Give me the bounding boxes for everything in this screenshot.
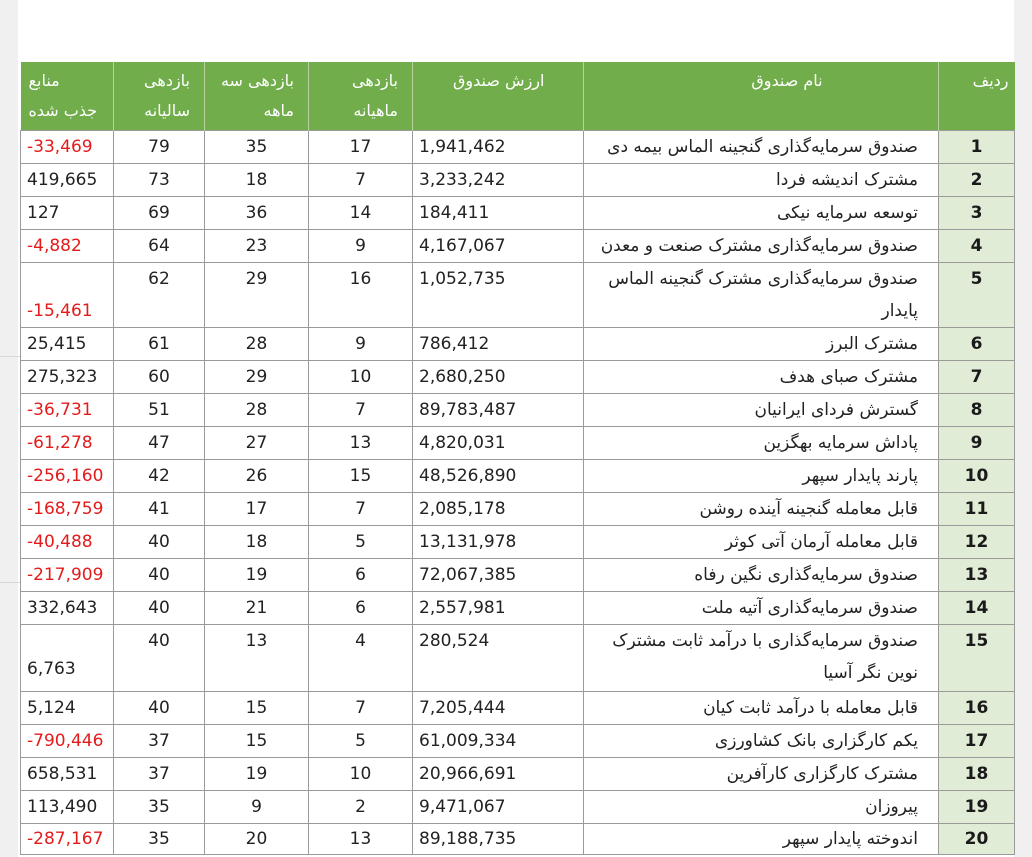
monthly-return-cell: 6	[309, 592, 413, 625]
rank-cell: 5	[939, 263, 1015, 328]
fund-value-cell: 89,188,735	[413, 824, 584, 855]
table-row	[21, 625, 1015, 692]
fund-name-cell: صندوق سرمایه‌گذاری آتیه ملت	[584, 592, 939, 625]
fund-value-cell: 2,680,250	[413, 361, 584, 394]
monthly-return-cell: 9	[309, 230, 413, 263]
table-row	[21, 427, 1015, 460]
table-row	[21, 164, 1015, 197]
monthly-return-cell: 7	[309, 692, 413, 725]
rank-cell: 6	[939, 328, 1015, 361]
fund-value-cell: 1,941,462	[413, 131, 584, 164]
annual-return-cell: 69	[114, 197, 205, 230]
monthly-return-cell: 6	[309, 559, 413, 592]
fund-value-cell: 20,966,691	[413, 758, 584, 791]
attracted-funds-cell: -4,882	[21, 230, 114, 263]
monthly-return-cell: 10	[309, 361, 413, 394]
fund-name-cell: قابل معامله با درآمد ثابت کیان	[584, 692, 939, 725]
table-header-row	[21, 62, 1015, 131]
fund-value-cell: 61,009,334	[413, 725, 584, 758]
table-row	[21, 263, 1015, 328]
three-month-return-cell: 19	[205, 758, 309, 791]
attracted-funds-cell: -33,469	[21, 131, 114, 164]
three-month-return-cell: 17	[205, 493, 309, 526]
table-row	[21, 394, 1015, 427]
three-month-return-cell: 28	[205, 394, 309, 427]
attracted-funds-cell: 419,665	[21, 164, 114, 197]
table-row	[21, 758, 1015, 791]
three-month-return-cell: 18	[205, 526, 309, 559]
attracted-funds-cell: 6,763	[21, 625, 114, 692]
header-annual-return: بازدهی سالیانه	[114, 62, 205, 131]
fund-name-cell: پاداش سرمایه بهگزین	[584, 427, 939, 460]
rank-cell: 19	[939, 791, 1015, 824]
fund-value-cell: 4,820,031	[413, 427, 584, 460]
table-row	[21, 692, 1015, 725]
annual-return-cell: 35	[114, 824, 205, 855]
three-month-return-cell: 21	[205, 592, 309, 625]
attracted-funds-cell: -40,488	[21, 526, 114, 559]
table-row	[21, 460, 1015, 493]
fund-value-cell: 89,783,487	[413, 394, 584, 427]
rank-cell: 9	[939, 427, 1015, 460]
rank-cell: 3	[939, 197, 1015, 230]
fund-value-cell: 9,471,067	[413, 791, 584, 824]
attracted-funds-cell: 658,531	[21, 758, 114, 791]
fund-value-cell: 13,131,978	[413, 526, 584, 559]
annual-return-cell: 62	[114, 263, 205, 328]
fund-value-cell: 2,085,178	[413, 493, 584, 526]
rank-cell: 10	[939, 460, 1015, 493]
three-month-return-cell: 27	[205, 427, 309, 460]
fund-value-cell: 4,167,067	[413, 230, 584, 263]
table-row	[21, 197, 1015, 230]
attracted-funds-cell: 25,415	[21, 328, 114, 361]
monthly-return-cell: 15	[309, 460, 413, 493]
attracted-funds-cell: 5,124	[21, 692, 114, 725]
table-row	[21, 230, 1015, 263]
annual-return-cell: 37	[114, 758, 205, 791]
annual-return-cell: 41	[114, 493, 205, 526]
rank-cell: 11	[939, 493, 1015, 526]
table-row	[21, 824, 1015, 855]
attracted-funds-cell: 275,323	[21, 361, 114, 394]
monthly-return-cell: 7	[309, 394, 413, 427]
fund-name-cell: پارند پایدار سپهر	[584, 460, 939, 493]
three-month-return-cell: 29	[205, 361, 309, 394]
header-fund-value: ارزش صندوق	[413, 62, 584, 131]
divider	[0, 582, 20, 583]
rank-cell: 12	[939, 526, 1015, 559]
three-month-return-cell: 29	[205, 263, 309, 328]
attracted-funds-cell: -217,909	[21, 559, 114, 592]
annual-return-cell: 35	[114, 791, 205, 824]
rank-cell: 16	[939, 692, 1015, 725]
table-row	[21, 131, 1015, 164]
fund-name-cell: مشترک کارگزاری کارآفرین	[584, 758, 939, 791]
fund-name-cell: صندوق سرمایه‌گذاری مشترک گنجینه الماس پایدار	[584, 263, 939, 328]
monthly-return-cell: 10	[309, 758, 413, 791]
three-month-return-cell: 35	[205, 131, 309, 164]
rank-cell: 20	[939, 824, 1015, 855]
annual-return-cell: 42	[114, 460, 205, 493]
attracted-funds-cell: -287,167	[21, 824, 114, 855]
three-month-return-cell: 13	[205, 625, 309, 692]
three-month-return-cell: 18	[205, 164, 309, 197]
rank-cell: 15	[939, 625, 1015, 692]
header-three-month-return: بازدهی سه ماهه	[205, 62, 309, 131]
annual-return-cell: 61	[114, 328, 205, 361]
rank-cell: 8	[939, 394, 1015, 427]
three-month-return-cell: 15	[205, 692, 309, 725]
fund-name-cell: قابل معامله آرمان آتی کوثر	[584, 526, 939, 559]
attracted-funds-cell: -36,731	[21, 394, 114, 427]
annual-return-cell: 37	[114, 725, 205, 758]
table-row	[21, 361, 1015, 394]
annual-return-cell: 51	[114, 394, 205, 427]
monthly-return-cell: 13	[309, 824, 413, 855]
annual-return-cell: 40	[114, 692, 205, 725]
attracted-funds-cell: -15,461	[21, 263, 114, 328]
annual-return-cell: 79	[114, 131, 205, 164]
fund-name-cell: قابل معامله گنجینه آینده روشن	[584, 493, 939, 526]
table-row	[21, 725, 1015, 758]
annual-return-cell: 40	[114, 592, 205, 625]
fund-value-cell: 786,412	[413, 328, 584, 361]
monthly-return-cell: 17	[309, 131, 413, 164]
attracted-funds-cell: -168,759	[21, 493, 114, 526]
fund-value-cell: 1,052,735	[413, 263, 584, 328]
three-month-return-cell: 9	[205, 791, 309, 824]
three-month-return-cell: 19	[205, 559, 309, 592]
attracted-funds-cell: 113,490	[21, 791, 114, 824]
table-row	[21, 526, 1015, 559]
monthly-return-cell: 13	[309, 427, 413, 460]
header-rank: ردیف	[939, 62, 1015, 131]
fund-name-cell: گسترش فردای ایرانیان	[584, 394, 939, 427]
annual-return-cell: 64	[114, 230, 205, 263]
fund-name-cell: پیروزان	[584, 791, 939, 824]
rank-cell: 13	[939, 559, 1015, 592]
fund-value-cell: 184,411	[413, 197, 584, 230]
monthly-return-cell: 16	[309, 263, 413, 328]
rank-cell: 17	[939, 725, 1015, 758]
fund-value-cell: 2,557,981	[413, 592, 584, 625]
attracted-funds-cell: -790,446	[21, 725, 114, 758]
divider	[0, 356, 20, 357]
header-monthly-return: بازدهی ماهیانه	[309, 62, 413, 131]
fund-name-cell: صندوق سرمایه‌گذاری گنجینه الماس بیمه دی	[584, 131, 939, 164]
monthly-return-cell: 7	[309, 493, 413, 526]
monthly-return-cell: 5	[309, 526, 413, 559]
three-month-return-cell: 23	[205, 230, 309, 263]
fund-value-cell: 3,233,242	[413, 164, 584, 197]
fund-name-cell: یکم کارگزاری بانک کشاورزی	[584, 725, 939, 758]
attracted-funds-cell: -256,160	[21, 460, 114, 493]
rank-cell: 18	[939, 758, 1015, 791]
fund-value-cell: 7,205,444	[413, 692, 584, 725]
three-month-return-cell: 28	[205, 328, 309, 361]
rank-cell: 1	[939, 131, 1015, 164]
fund-name-cell: صندوق سرمایه‌گذاری نگین رفاه	[584, 559, 939, 592]
fund-value-cell: 280,524	[413, 625, 584, 692]
table-row	[21, 791, 1015, 824]
header-fund-name: نام صندوق	[584, 62, 939, 131]
three-month-return-cell: 20	[205, 824, 309, 855]
monthly-return-cell: 5	[309, 725, 413, 758]
fund-name-cell: مشترک صبای هدف	[584, 361, 939, 394]
fund-value-cell: 48,526,890	[413, 460, 584, 493]
table-row	[21, 592, 1015, 625]
rank-cell: 4	[939, 230, 1015, 263]
fund-name-cell: مشترک اندیشه فردا	[584, 164, 939, 197]
table-row	[21, 328, 1015, 361]
fund-value-cell: 72,067,385	[413, 559, 584, 592]
rank-cell: 2	[939, 164, 1015, 197]
annual-return-cell: 40	[114, 526, 205, 559]
annual-return-cell: 40	[114, 625, 205, 692]
three-month-return-cell: 26	[205, 460, 309, 493]
monthly-return-cell: 7	[309, 164, 413, 197]
attracted-funds-cell: 127	[21, 197, 114, 230]
fund-name-cell: مشترک البرز	[584, 328, 939, 361]
three-month-return-cell: 36	[205, 197, 309, 230]
fund-name-cell: توسعه سرمایه نیکی	[584, 197, 939, 230]
rank-cell: 14	[939, 592, 1015, 625]
annual-return-cell: 60	[114, 361, 205, 394]
header-attracted-funds: منابع جذب شده	[28, 71, 98, 120]
fund-name-cell: صندوق سرمایه‌گذاری با درآمد ثابت مشترک نوین نگر آسیا	[584, 625, 939, 692]
fund-name-cell: صندوق سرمایه‌گذاری مشترک صنعت و معدن	[584, 230, 939, 263]
annual-return-cell: 47	[114, 427, 205, 460]
monthly-return-cell: 9	[309, 328, 413, 361]
three-month-return-cell: 15	[205, 725, 309, 758]
annual-return-cell: 40	[114, 559, 205, 592]
fund-ranking-table	[20, 62, 1015, 855]
monthly-return-cell: 14	[309, 197, 413, 230]
monthly-return-cell: 4	[309, 625, 413, 692]
monthly-return-cell: 2	[309, 791, 413, 824]
annual-return-cell: 73	[114, 164, 205, 197]
fund-name-cell: اندوخته پایدار سپهر	[584, 824, 939, 855]
table-row	[21, 493, 1015, 526]
attracted-funds-cell: 332,643	[21, 592, 114, 625]
table-row	[21, 559, 1015, 592]
rank-cell: 7	[939, 361, 1015, 394]
attracted-funds-cell: -61,278	[21, 427, 114, 460]
